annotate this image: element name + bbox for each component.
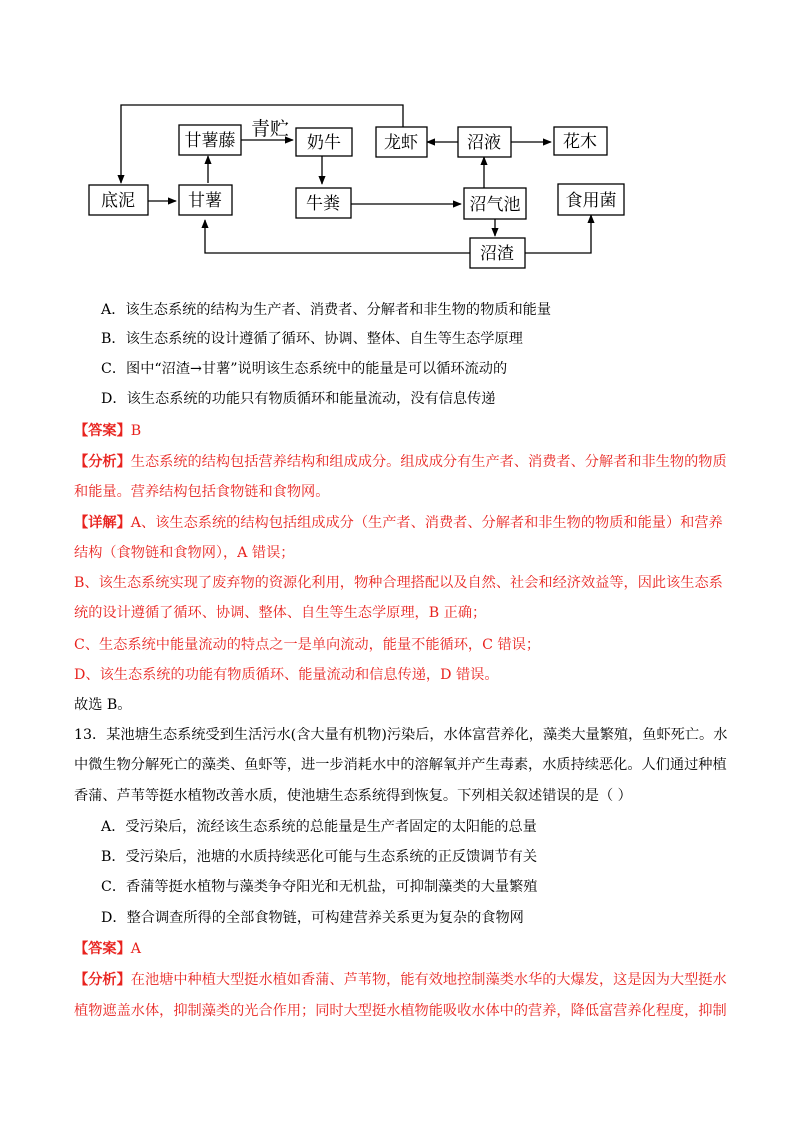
q13-answer-value: A xyxy=(130,941,142,957)
node-huamu-label: 花木 xyxy=(563,132,597,152)
edge-label-qingzhu: 青贮 xyxy=(250,118,290,140)
node-shiyongjun-label: 食用菌 xyxy=(565,191,617,211)
node-dichi-label: 底泥 xyxy=(101,191,135,211)
q13-analysis-line-1 xyxy=(0,970,727,990)
node-zhaoye-label: 沼液 xyxy=(467,133,501,153)
node-ganshu-label: 甘薯 xyxy=(188,191,222,211)
q13-option-c: C．香蒲等挺水植物与藻类争夺阳光和无机盐，可抑制藻类的大量繁殖 xyxy=(101,879,538,895)
node-niufen-label: 牛粪 xyxy=(306,194,340,214)
edge-zhaozha-to-ganshu xyxy=(205,220,470,253)
q12-option-c: C．图中“沼渣→甘薯”说明该生态系统中的能量是可以循环流动的 xyxy=(101,361,508,377)
q13-stem-line-3: 香蒲、芦苇等挺水植物改善水质，使池塘生态系统得到恢复。下列相关叙述错误的是（ ） xyxy=(74,788,632,804)
q12-analysis-text-1: 生态系统的结构包括营养结构和组成成分。组成成分有生产者、消费者、分解者和非生物的物质 xyxy=(130,454,727,470)
q12-detail-line-5: C、生态系统中能量流动的特点之一是单向流动，能量不能循环，C 错误； xyxy=(74,637,541,653)
edge-zhaozha-to-shiyongjun xyxy=(525,215,591,253)
q12-option-d: D．该生态系统的功能只有物质循环和能量流动，没有信息传递 xyxy=(101,391,496,407)
node-longxia-label: 龙虾 xyxy=(384,133,418,153)
q13-option-b: B．受污染后，池塘的水质持续恶化可能与生态系统的正反馈调节有关 xyxy=(101,849,538,865)
q13-analysis-text-1: 在池塘中种植大型挺水植如香蒲、芦苇物，能有效地控制藻类水华的大爆发，这是因为大型挺水 xyxy=(130,972,727,988)
q13-option-d: D．整合调查所得的全部食物链，可构建营养关系更为复杂的食物网 xyxy=(101,910,524,926)
edge-longxia-to-dichi xyxy=(121,105,403,183)
q12-detail-line-4: 统的设计遵循了循环、协调、整体、自生等生态学原理，B 正确； xyxy=(74,605,487,621)
q12-option-b: B．该生态系统的设计遵循了循环、协调、整体、自生等生态学原理 xyxy=(101,331,523,347)
node-nainiu-label: 奶牛 xyxy=(307,133,341,153)
q12-analysis-tag: 【分析】 xyxy=(74,454,131,470)
q13-stem-line-2: 中微生物分解死亡的藻类、鱼虾等，进一步消耗水中的溶解氧并产生毒素，水质持续恶化。人们通过种植 xyxy=(74,757,727,773)
node-zhaozha-label: 沼渣 xyxy=(480,244,514,264)
q13-answer-tag: 【答案】 xyxy=(74,941,131,957)
node-zhaoqichi-label: 沼气池 xyxy=(469,195,521,215)
q12-detail-tag: 【详解】 xyxy=(74,515,131,531)
q13-analysis-tag: 【分析】 xyxy=(74,972,131,988)
node-ganshuteng-label: 甘薯藤 xyxy=(184,131,236,151)
q13-option-a: A．受污染后，流经该生态系统的总能量是生产者固定的太阳能的总量 xyxy=(101,819,537,835)
ecosystem-flow-diagram xyxy=(0,0,800,280)
q12-analysis-line-1 xyxy=(0,452,727,472)
q12-option-a: A．该生态系统的结构为生产者、消费者、分解者和非生物的物质和能量 xyxy=(101,302,552,318)
q12-analysis-line-2: 和能量。营养结构包括食物链和食物网。 xyxy=(74,484,330,500)
q12-detail-text-1: A、该生态系统的结构包括组成成分（生产者、消费者、分解者和非生物的物质和能量）和营养 xyxy=(130,515,723,531)
q13-answer xyxy=(0,939,141,959)
q12-answer-tag: 【答案】 xyxy=(74,423,131,439)
q12-detail-line-3: B、该生态系统实现了废弃物的资源化利用，物种合理搭配以及自然、社会和经济效益等，因此该生态系 xyxy=(74,575,723,591)
q12-answer-value: B xyxy=(130,423,142,439)
q13-stem-line-1: 13．某池塘生态系统受到生活污水(含大量有机物)污染后，水体富营养化，藻类大量繁殖，鱼虾死亡。水 xyxy=(74,727,728,743)
q12-detail-line-1 xyxy=(0,513,723,533)
q12-detail-line-2: 结构（食物链和食物网），A 错误； xyxy=(74,545,295,561)
q12-detail-line-6: D、该生态系统的功能有物质循环、能量流动和信息传递，D 错误。 xyxy=(74,667,499,683)
q12-conclusion: 故选 B。 xyxy=(74,697,132,713)
q12-answer xyxy=(0,421,141,441)
q13-analysis-line-2: 植物遮盖水体，抑制藻类的光合作用；同时大型挺水植物能吸收水体中的营养，降低富营养化程度，抑制 xyxy=(74,1003,727,1019)
